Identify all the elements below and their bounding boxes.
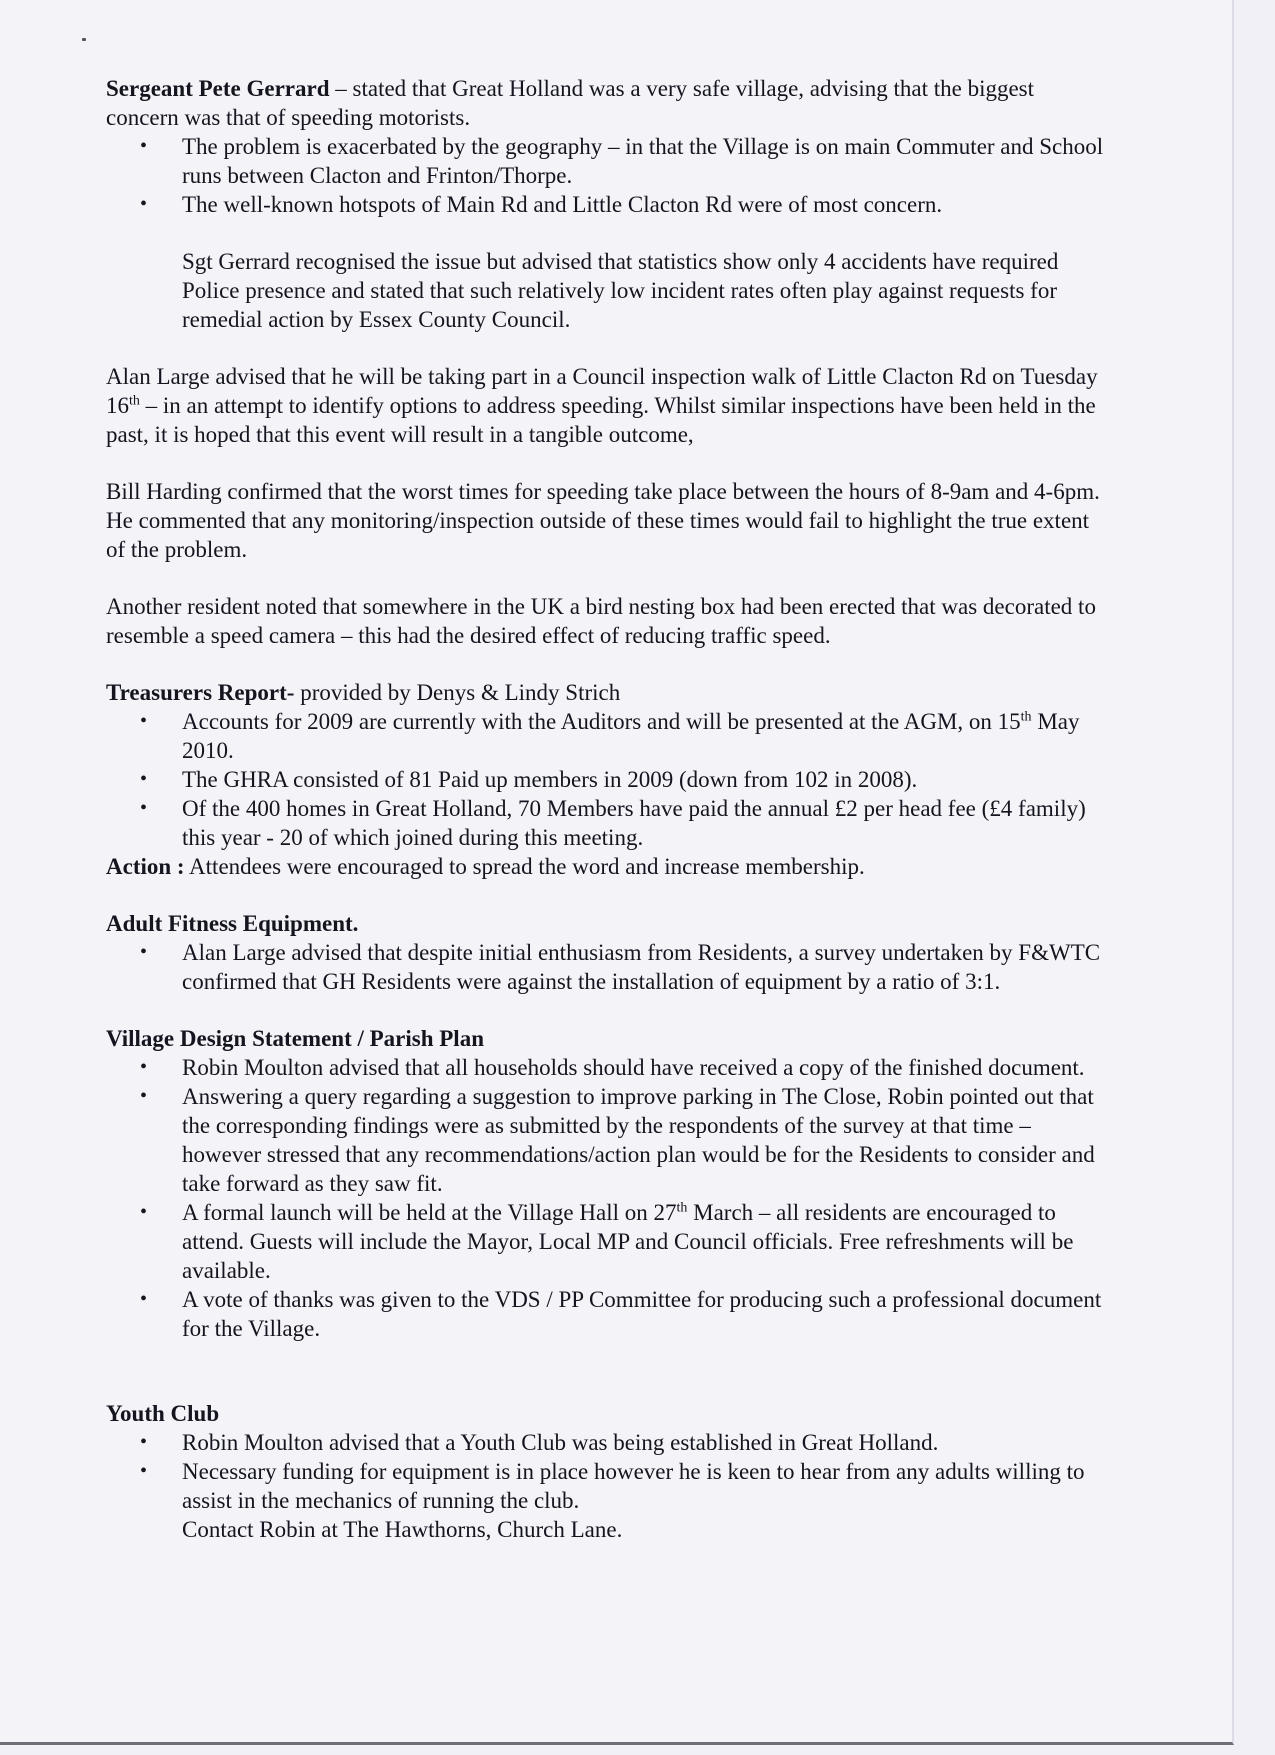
list-item [106,1198,1106,1285]
action-label: Action : [106,854,185,879]
vds-bullets [106,1053,1106,1343]
bullet-icon: • [140,135,148,157]
alan-paragraph [106,362,1106,449]
list-item-text: Accounts for 2009 are currently with the Auditors and will be presented at the AGM, on 15 [182,709,1021,734]
list-item-text: Robin Moulton advised that all households should have received a copy of the finished document. [182,1055,1085,1080]
alan-text-before: Alan Large advised that he will be taking part in a Council inspection walk of Little Clacton Rd on Tuesday 16 [106,364,1098,418]
fitness-bullets [106,938,1106,996]
list-item-text: A formal launch will be held at the Village Hall on 27 [182,1200,677,1225]
list-item [106,765,1106,794]
treasurer-action [106,852,1106,881]
resident-paragraph: Another resident noted that somewhere in the UK a bird nesting box had been erected that was decorated to resemble a speed camera – this had the desired effect of reducing traffic speed. [106,594,1096,648]
list-item [106,1082,1106,1198]
vds-heading: Village Design Statement / Parish Plan [106,1026,484,1051]
alan-text-after: – in an attempt to identify options to address speeding. Whilst similar inspections have been held in the past, it is hoped that this event will result in a tangible outcome, [106,393,1096,447]
bullet-icon: • [140,193,148,215]
action-text: Attendees were encouraged to spread the word and increase membership. [184,854,865,879]
list-item-text: Answering a query regarding a suggestion to improve parking in The Close, Robin pointed out that the corresponding findings were as submitted by the respondents of the survey at that time – however stressed that any recommendations/action plan would be for the Residents to consider and take forward as they saw fit. [182,1084,1095,1196]
list-item [106,190,1106,219]
bullet-icon: • [140,1288,148,1310]
alan-superscript: th [129,393,140,409]
bullet-icon: • [140,797,148,819]
youth-bullets [106,1428,1106,1544]
police-note: Sgt Gerrard recognised the issue but advised that statistics show only 4 accidents have required Police presence and stated that such relatively low incident rates often play against requests for remedial action by Essex County Council. [182,249,1059,332]
fitness-heading: Adult Fitness Equipment. [106,911,359,936]
treasurer-heading: Treasurers Report- [106,680,295,705]
list-item-text: March – all residents are encouraged to attend. Guests will include the Mayor, Local MP and Council officials. Free refreshments will be available. [182,1200,1074,1283]
list-item-text: Alan Large advised that despite initial enthusiasm from Residents, a survey undertaken by F&WTC confirmed that GH Residents were against the installation of equipment by a ratio of 3:1. [182,940,1101,994]
bullet-icon: • [140,1431,148,1453]
list-item-text: Necessary funding for equipment is in place however he is keen to hear from any adults willing to assist in the mechanics of running the club. [182,1459,1085,1513]
police-intro [106,74,1106,132]
bullet-icon: • [140,768,148,790]
list-item [106,1457,1106,1544]
list-item [106,1428,1106,1457]
youth-heading: Youth Club [106,1401,220,1426]
treasurer-bullets [106,707,1106,852]
superscript: th [1020,709,1032,725]
scan-speck [82,38,86,41]
list-item-text: The well-known hotspots of Main Rd and Little Clacton Rd were of most concern. [182,192,943,217]
superscript: th [676,1200,688,1216]
bullet-icon: • [140,710,148,732]
treasurer-heading-line [106,678,1106,707]
youth-contact: Contact Robin at The Hawthorns, Church Lane. [182,1517,623,1542]
list-item-text: Of the 400 homes in Great Holland, 70 Members have paid the annual £2 per head fee (£4 family) this year - 20 of which joined during this meeting. [182,796,1086,850]
police-intro-text: – stated that Great Holland was a very safe village, advising that the biggest concern was that of speeding motorists. [106,76,1035,130]
list-item [106,1285,1106,1343]
bullet-icon: • [140,1056,148,1078]
bullet-icon: • [140,1460,148,1482]
bill-paragraph: Bill Harding confirmed that the worst times for speeding take place between the hours of 8-9am and 4-6pm. He commented that any monitoring/inspection outside of these times would fail to highlight the true extent of the problem. [106,479,1100,562]
minutes-body [106,74,1106,1544]
list-item-text: May 2010. [182,709,1080,763]
list-item-text: The problem is exacerbated by the geography – in that the Village is on main Commuter and School runs between Clacton and Frinton/Thorpe. [182,134,1104,188]
list-item-text: The GHRA consisted of 81 Paid up members in 2009 (down from 102 in 2008). [182,767,918,792]
list-item [106,938,1106,996]
treasurer-heading-rest: provided by Denys & Lindy Strich [294,680,621,705]
list-item-text: A vote of thanks was given to the VDS / PP Committee for producing such a professional document for the Village. [182,1287,1102,1341]
list-item [106,707,1106,765]
bullet-icon: • [140,1201,148,1223]
list-item [106,1053,1106,1082]
police-bullets [106,132,1106,219]
list-item [106,794,1106,852]
list-item-text: Robin Moulton advised that a Youth Club was being established in Great Holland. [182,1430,939,1455]
bullet-icon: • [140,1085,148,1107]
police-heading: Sergeant Pete Gerrard [106,76,330,101]
bullet-icon: • [140,941,148,963]
list-item [106,132,1106,190]
